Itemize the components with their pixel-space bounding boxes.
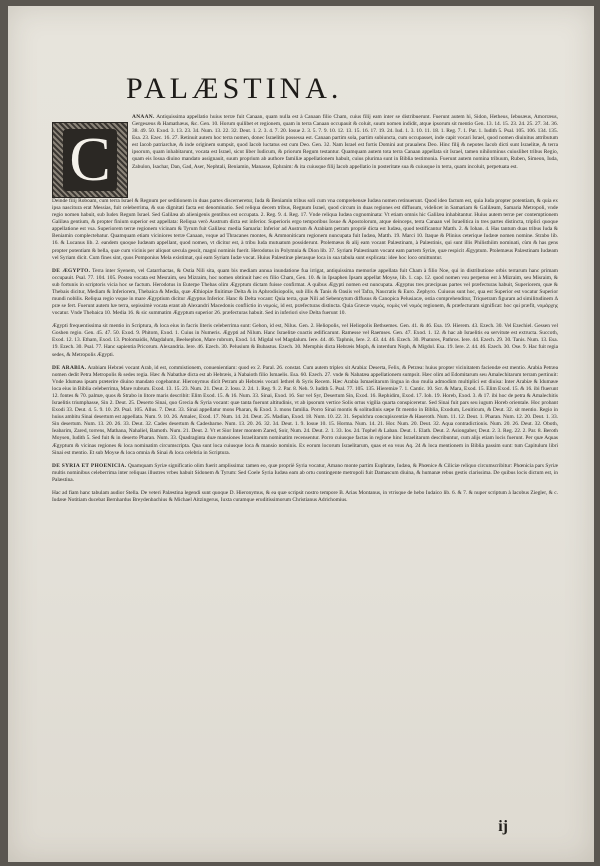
section-aegypti-loca [52,323,558,358]
section-heading: DE ARABIA. [52,364,87,371]
section-syria [52,463,558,484]
section-arabia [52,365,558,457]
page-body [52,114,558,510]
paragraph [52,323,558,358]
section-text: Hac ad fiam hanc tabulam audior Stella. De veteri Palæstina legendi sunt quoque D. Hieronymus, & ea quæ scripsit nostro tempore B. Arias Montanus, in vtrisque de hebo Iudaico lib. 6. & 7. & nuper scriptum à Iacobus Ziegler, & c. Iudææ Notitiam ducebat Bernhardus Breydenbachius & Michael Aitzingerus, Iuxta curamque eruditissimorum Christianus Adrichomius. [52,489,558,503]
paragraph [52,198,558,262]
section-text: Antiquissima appellatio huius terræ fuit Canaan, quam nulla est à Canaan filio Cham, cuius filij eam inter se distribuerunt. Fuerunt autem hi, Sidon, Hetheus, Iebusæus, Amorræus, Gergesæus & Hamathæus, &c. Gen. 10. Horum quilibet et regionem, quam in terra Canaan occupauit & coluit, suum nomen indidit, atque ipsorum sit mentio Gen. 13. 14. 15. 23. 24. 25. 27. 34. 36. 38. 49. 50. Exod. 3. 13. 23. 34. Num. 13. 22. 32. Deut. 1. 2. 3. 4. 7. 20. Iosue 2. 3. 5. 7. 9. 10. 12. 13. 15. 16. 17. 19. 24. Iud. 1. 3. 10. 11. 18. 1. Reg. 7. 1. Par. 1. Iudith 5. Psal. 105. 106. 134. 135. Esa. 23. Ezec. 16. 27. Retinuit autem hoc terra nomen, donec Israelitis possessa est. Canaan partim sola, partim subiuncta, cum occupasset, inde capit vocari Israel, quod nomen diuinitus attributum est Iacob patriarchæ, & inde originem sumpsit, quod Iacob luctatus est cum Deo. Gen. 32. Nam Israel est fortis Domini aut praualens Deo. Hinc filij & nepotes Iacob dicti sunt Israelitæ, & terra ipsorum, quam inhabitarunt, vocata est Israel, sicut liber Iudicum, & priorum Regum testantur. Quamquam autem tota terra Canaan appellata sit Israel, tamen nihilominus cuiuslibet tribus Regio, quam eis Iosua diuino mandato assignauit, suum proprium ab authore familiæ appellationem habuit, cuius plurima sunt in Biblia testimonia. Fuerunt autem nomina tribuum, Ruben, Simeon, Iuda, Zabulon, Isachar, Dan, Gad, Aser, Nephtali, Beniamin, Manasse, Ephraim: & ita cuiusque filij Iacob appellatio in posteritate sua & cuiusque in terra, quam incoluit, perpetuata est. [132,114,558,170]
section-aegypto [52,268,558,318]
initial-letter: C [63,129,116,191]
section-text: Ægypti frequentissima sit mentio in Scriptura, & loca eius in facris literis celeberrima sunt: Gehon, id est, Nilus. Gen. 2. Heliopolis, vel Heliopolis Bethsemes. Gen. 41. & 46. Esa. 19. Hierem. 43. Ezech. 30. Vel Ezechiel. Gessen vel Goshen regio. Gen. 45. 47. 50. Exod. 9. Phitom, Exod. 1. Cuius in Numeris. Ægypti ad Nilum. Hanc Israelitæ coactis ædificarunt. Ramesse vel Raemses. Gen. 47. Exod. 1. 12. & hac ab Israelitis ea servitute est extructa. Succoth, Exod. 12. 13. Etham, Exod. 13. Ptolomaidis, Magdalum, Beelsephon, Mare rubrum, Exod. 14. Migdal vel Magdalum. Iere. 44. 46. Taphnis, Iere. 2. 43. 44. 46. Ezech. 30. Phatures, Pathros. Iere. 44. Ezech. 29. 30. Tanis. Num. 13. Esa. 19. Ezech. 30. Psal. 77. Hanc sapientia Pricorum. Alexandria. Iere. 46. Ezech. 30. Pelusium & Bubastus. Ezech. 30. Memphis dicta Hebræis Moph, & interdum Noph, & Migdol. Esa. 19. Iere. 2. 44. 46. Ezech. 30. Ose. 9. Hac fuit regia sedes, & Metropolis Ægypti. [52,323,558,358]
section-text: Terra inter Syenem, vel Catarrhactas, & Ostia Nili sita, quam bis mediam annua inundatione fua irrigat, antiquissima memoriæ appellata fuit Cham à filio Noe, qui in distributione orbis terrarum hanc primam occupauit. Psal. 77. 104. 105. Postea vocata est Mesraim, seu Mizraim, hoc nomen obtinuit hæc ex filio Cham, Gen. 10. & in Ipsaphen Ipsam appellat Moyse, lib. 1. cap. 12. quod nomen vsu perpetuo est à Mizraim, seu Misraim, & sub fortunis in scriptoris vicia hoc se factum. Herodotus in Euterpe Thebas olim Ægyptum dictam fuisse confirmat. A quibus Ægypti nomen est nuncupata. Ægyptus tres præcipuas partes vel præfecturas habuit, Superiorem, quæ & Thebais dicitur, Mediam & Inferiorem, Thebaica & Media, quæ Æthiopiæ finitimæ Delta & in Aphrodisiopolis, sub illis & Tanis & Oasiis vel Tafra, Naucratis & Euro. Zephyro. Cuiusus sunt hoc, qua est Superior est vocatur Superior mundi nobilis. Reliqua regio vsque in mare Ægyptium dicitur Ægyptus Inferior. Hanc & Delta vocant: Quia terra, quæ Nili ad Sebennytum diffusus & Canopica Pelusiacæ, ostia comprehenditur, Triquetram figuram ad similitudinem Δ præ se fert. Fuerunt autem hæ terra, sepissimè vocata erant ab Alexandri Macedonis conflictio in νομοὶς, id est, præfecturas distincta. Quia Græcæ νομὸς, νομὸς vel νομὸς regionem, & præfecturam significat: hoc qui præfit, νομάρχης vocatur. Vnde Thebaica 10. Media 16. & sic summatim Ægyptum superior 26. præfecturas habuit. Sed in inferiori sive Delta fuerunt 10. [52,267,558,317]
paragraph [52,365,558,457]
paragraph [52,268,558,318]
paragraph [52,463,558,484]
section-sources [52,490,558,504]
section-heading: DE ÆGYPTO. [52,267,91,274]
paragraph [52,490,558,504]
section-heading: DE SYRIA ET PHOENICIA. [52,462,127,469]
section-canaan [52,114,558,192]
section-regions [52,198,558,262]
folio-number: ij [498,818,508,835]
section-text: Deinde filij Roboam, cum terra Israel & Regnum per seditionem in duas partes discerneretur, Iuda & Beniamin tribus soli cum vna comprehensæ Iudæa nomen retinuerunt. Quod ideo factum est, quia Iuda propter potentiam, & quia ex ipsa nascitura erat Messias, fuit celeberrima, & suo dignitati facta est denominatio. Sed reliqua decem tribus, Regnum Israel, quod circum in duas regiones est diffusum, videlicet in Samariam & Galilæam, Samaria Metropoli, vnde regio nomen habuit, sub Iudex Regum Israel. Sed Galilæa ab alienigenis gentibus est occupata. 2. Reg. 9. 4. Reg. 17. Vnde reliqua Iudæa cognominata: Vt etiam omnis hic Galilæa inhabitantur. Huius autem terræ per contemptionem Galilæa gentium, & propter finium superior est appellata: Reliqua verò Austrum dicta est inferior. Superioris ergo temporibus Iosue & Apostolorum, atque deinceps, terra Canaan vel Israelitica in tres partes distincta, triplici quoque appellatione est vsa. Superiorem terræ regionem vicinam & Tyrum fuit Galilæa: media Samaria: Inferior ad Austrum & Arabiam petram propriè dicta est Iudæa, quod testificantur Matth. 2. & Iohan. 4. Has tantum duas tribus Iuda & Beniamin complectebatur. Quamquam etiam viciniores terræ Canaan, vsque ad Thracanes montes, & Ammoniticam regionem nuncupata fuit Iudæa, Matth. 19. Marci 10. Itaque & Plinius ceterique Iudææ nomen nomine. Strabo lib. 16. & Lucanus lib. 2. eandem quoque Iudæam appellant, quod nomen, vt dicitur est, à tribu Iuda mutuatum possiderunt. Ptolemæus & alij eam vocant Palæstinam, à Palæstinis, qui sunt illis Philisthiim nominati, cùm & has gens propter potentiam & bella, quæ cum vicinis per aliquot sæcula gessit, magni nominis fuerit. Herodotus in Polymnia & Dion lib. 37. Syriam Palæstinam vocant eam partem Syriæ, quæ respicit Ægyptum. Ptolemæus Palæstinam Iudæam vel Syriam dicit. Cum fines sint, quos Pomponius Mela existimat, qui eam Syriam Iudæ vocat. Huius Palæstinæ plerasque loca in sua tabula sunt explicata: idee hoc loco omittuntur. [52,198,558,261]
section-text: Arabiam Hebræi vocant Arab, id est, commistionem, conuenientiam: quod ex 2. Paral. 26. constat. Cum autem triplex sit Arabia: Deserta, Felix, & Petræa: huius propter vicinitatem faciendæ est mentio. Arabia Petræa nomen dedit Petra Metropolis & sedes regia. Hæc & Nabathæ dicta est ab Hebræis, à Nabaioth filio Ismaelis. Esa. 60. Ezech. 27. vnde & Nabatæa appellationem sumpsit. Hæc olim ad Edomitarum seu Amalechitarum terram pertinuit: Vnde Idumæa ipsam præterire diuino mandato cogebantur. Hieronymus dicit Petram ab Hebræis vocari Iethrel & Syris Recem. Hæc Arabia Ismaelitarum lingua in duo mulia admodùm multiplici est diuisa: Inter Arabiæ & Idumææ loca eius in Biblia celeberrima, Mare rubrum. Exod. 13. 15. 23. Num. 21. Deut. 2. Iosu. 2. 24. 1. Reg. 9. 2. Par. 8. Neh. 9. Iudith 5. Psal. 77. 105. 135. Hieremiæ 7. 1. Cantic. 10. Scr. & Mara, Exod. 15. Elim Exod. 15. & 16. ibi fluerunt 12. fontes & 70. palmæ, quos & Strabo in litore maris describit: Elim Exod. 15. & 16. Num. 33. Sinai, Exod. 16. Sur vel Syr, Desertum Sin, Exod. 16. Rephidim, Exod. 17. Ioh. 19. Horeb, Exod. 3. & 17. ibi hoc de petra & Amalechitis Israelitis triumphasse, Sin 2. Deut. 25. Deserto Sinai, quo Grecia & Syria vocant: quæ tanta fuerunt altitudinis, vt ab ipsorum vertice Solis ortus vigilia quarta conspiceretur. Sed Sinai fuit pars seu iugum Horeb orientale. Hoc probant Exodi 33. Deut. 4. 5. 9. 10. 29. Psal. 105. Allus. 7. Deut. 33. Sinai appellatur mons Pharan, & Exod. 3. mons familia. Porro Sinai montis & solitudinis sæpe fit mentio in Biblia, Exodum, Leuiticum, & Deut. 32. sit mentio. Regio in huius ambitu Sinai desertum est appellata. Num. 9. 10. 26. Amalec, Exod. 17. Num. 14. 24. Deut. 25. Madian, Exod. 18. Num. 10. 22. 31. Sepulchra concupiscentiæ & Haseroth. Num. 11. 12. Deut. 1. Pharan. Num. 12. 20. Deut. 1. 33. Sin desertum. Num. 13. 20. 26. 33. Deut. 32. Cades desertum & Cadesbarne. Num. 13. 20. 26. 32. 34. Deut. 1. 9. Iosue 10. 15. Horma. Num. 14. 21. Hor. Num. 20. Deut. 32. Aqua contradictionis. Num. 20. 26. Deut. 32. Oboth, Ieabarim, Zared, torrens, Mathana, Nahaliel, Bamoth. Num. 21. Deut. 2. Vt et Sior Inter montem Zared, Soir, Num. 24. Deut. 2. 1. 33. Ios. 24. Tophel & Laban. Deut. 1. Elath. Deut. 2. Asiongaber, Deut. 2. 3. Reg. 22. 2. Par. 8. Beroth Moysen, Iudith 5. Sed fuit & in deserto Pharan. Num. 33. Quadraginta duæ mansiones Israelitarum nominatim recensentur. Porro cuiusque factas in regione hinc Israelitarum describuntur, cum alijs etiam locis fuerunt. Per quæ Aquas Ægyptum & vicinas regiones & loca nominatim circumscripta. Qua sunt loca cuiusque loca & mansio nominis. Ex eorum locorum Israelitarum, quas et ea vsus Aq. 24 & loca mentionem in Biblia passim sunt: tum Capitulum libri Sinai est mentio. Et sub Moyse & loca omnia & Sinai & loca celebria in Scriptura. [52,364,558,456]
paragraph [132,114,558,171]
book-page [8,6,594,862]
section-text: Quamquam Syriæ significatio olim fuerit amplissima: tamen eo, quæ propriè Syria vocatur, Amano monte partim Euphrate, Iudæa, & Phœnice & Ciliciæ reliquo circumscribitur: Phœnicia pars Syriæ multis nominibus celeberrima inter reliquas illustres vrbes habuit Sidonem & Tyrum: Sed Coele Syria Iudæa eam ab ortu contingente metropoli fuit Damascum diuina, & humanæ rebus gestis clarissima. De quibus locis dictum est, in Palæstina. [52,462,558,483]
section-heading: ANAAN. [132,114,155,120]
page-title: PALÆSTINA. [126,72,343,105]
